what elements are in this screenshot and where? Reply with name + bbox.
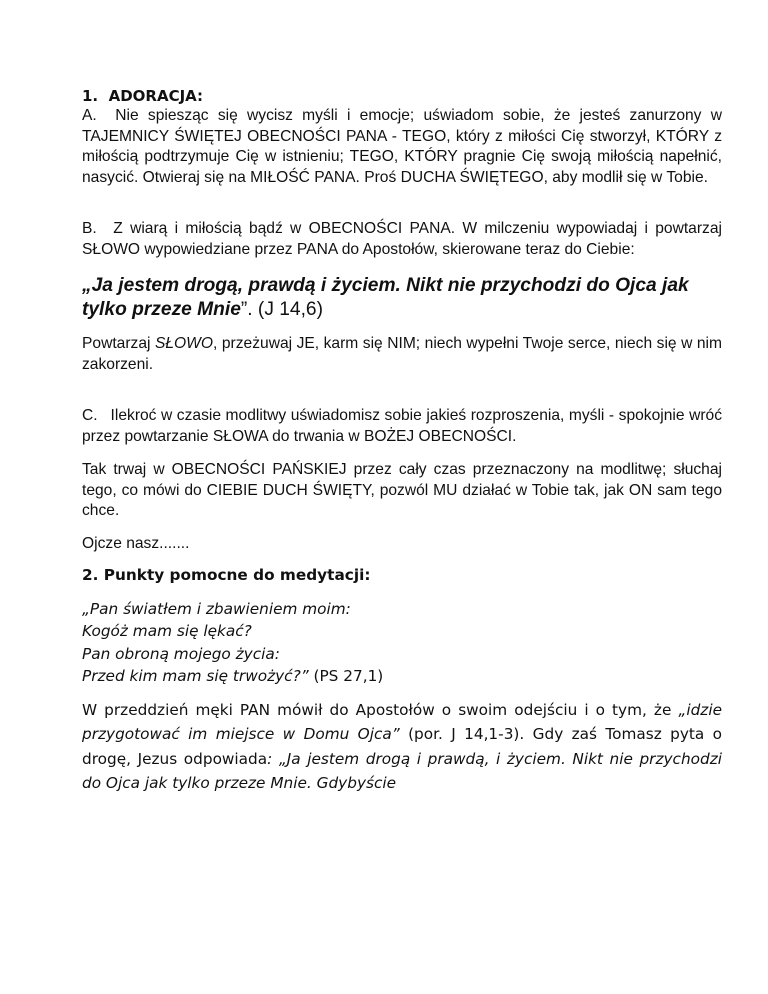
paragraph-b <box>82 219 722 260</box>
scripture-quote <box>82 274 722 321</box>
psalm-line <box>82 643 722 666</box>
repeat-word: SŁOWO <box>154 335 214 352</box>
paragraph-b-text: Z wiarą i miłością bądź w OBECNOŚCI PANA. W milczeniu wypowiadaj i powtarzaj SŁOWO wypowiedziane przez PANA do Apostołów, skierowane teraz do Ciebie: <box>82 220 722 258</box>
paragraph-a <box>82 106 722 188</box>
meditation-quote-1: „idzie przygotować im miejsce w Domu Ojca” <box>82 700 722 743</box>
psalm-line-text: Pan obroną mojego życia: <box>82 644 280 663</box>
section-1-heading <box>82 86 722 106</box>
psalm-line <box>82 665 722 688</box>
quote-reference: ”. (J 14,6) <box>240 298 323 320</box>
psalm-line <box>82 598 722 621</box>
psalm-line-text: Przed kim mam się trwożyć?” <box>82 667 309 685</box>
repeat-text-end: , przeżuwaj JE, karm się NIM; niech wypełni Twoje serce, niech się w nim zakorzeni. <box>82 335 722 373</box>
psalm-line-text: Kogóż mam się lękać? <box>82 622 252 640</box>
ojcze-nasz <box>82 534 722 555</box>
repeat-paragraph <box>82 334 722 375</box>
paragraph-c-text: Ilekroć w czasie modlitwy uświadomisz sobie jakieś rozproszenia, myśli - spokojnie wróć przez powtarzanie SŁOWA do trwania w BOŻEJ OBECNOŚCI. <box>82 407 722 445</box>
stay-text: Tak trwaj w OBECNOŚCI PAŃSKIEJ przez cały czas przeznaczony na modlitwę; słuchaj tego, co mówi do CIEBIE DUCH ŚWIĘTY, pozwól MU działać w Tobie tak, jak ON sam tego chce. <box>82 461 722 519</box>
document-page <box>82 86 722 796</box>
meditation-paragraph <box>82 698 722 796</box>
psalm-reference: (PS 27,1) <box>308 667 384 685</box>
psalm-quote <box>82 598 722 688</box>
paragraph-c <box>82 406 722 447</box>
heading-text: ADORACJA <box>108 87 198 105</box>
repeat-text-start: Powtarzaj <box>82 335 155 352</box>
quote-text: „Ja jestem drogą, prawdą i życiem. Nikt nie przychodzi do Ojca jak tylko przeze Mnie <box>82 275 689 320</box>
heading-colon: : <box>197 87 204 105</box>
label-c: C. <box>82 407 98 424</box>
section-2-heading-text: 2. Punkty pomocne do medytacji: <box>82 566 371 584</box>
label-a: A. <box>82 107 97 124</box>
stay-paragraph <box>82 460 722 522</box>
heading-number: 1. <box>82 87 99 105</box>
ojcze-text: Ojcze nasz....... <box>82 534 190 552</box>
meditation-text-1: W przeddzień męki PAN mówił do Apostołów o swoim odejściu i o tym, że <box>82 700 679 719</box>
meditation-text-2: (por. J 14,1-3). Gdy zaś Tomasz pyta o drogę, Jezus odpowiada <box>82 725 722 768</box>
psalm-line-text: „Pan światłem i zbawieniem moim: <box>82 599 351 618</box>
psalm-line <box>82 620 722 643</box>
label-b: B. <box>82 220 97 237</box>
paragraph-a-text: Nie spiesząc się wycisz myśli i emocje; uświadom sobie, że jesteś zanurzony w TAJEMNICY ŚWIĘTEJ OBECNOŚCI PANA - TEGO, który z miłości Cię stworzył, KTÓRY z miłością podtrzymuje Cię w istnieniu; TEGO, KTÓRY pragnie Cię swoją miłością napełnić, nasycić. Otwieraj się na MIŁOŚĆ PANA. Proś DUCHA ŚWIĘTEGO, aby modlił się w Tobie. <box>82 107 722 186</box>
section-2-heading <box>82 564 722 587</box>
meditation-quote-2: : „Ja jestem drogą i prawdą, i życiem. Nikt nie przychodzi do Ojca jak tylko przeze Mnie. Gdybyście <box>82 749 722 792</box>
